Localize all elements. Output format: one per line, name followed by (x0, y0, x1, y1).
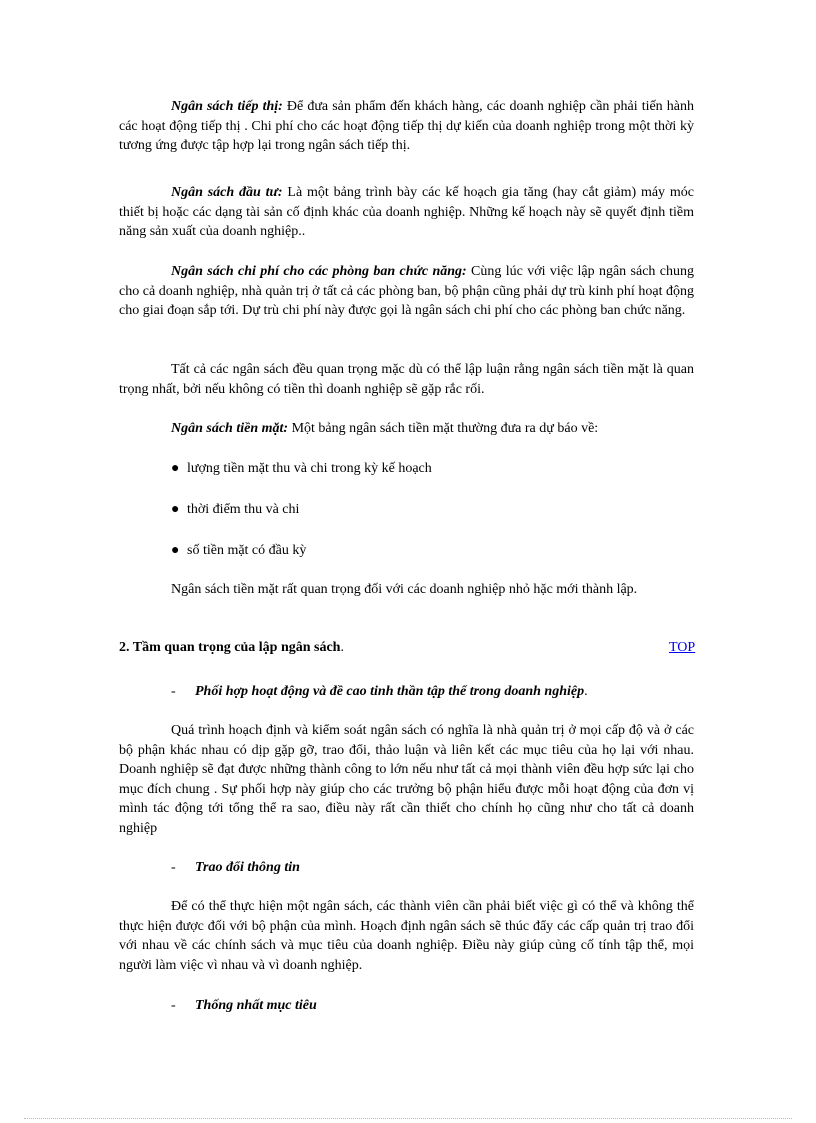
bullet-item (171, 500, 691, 520)
paragraph-coordination: Quá trình hoạch định và kiểm soát ngân sách có nghĩa là nhà quản trị ở mọi cấp độ và ở các bộ phận khác nhau có dịp gặp gỡ, trao đổi, thảo luận và liên kết các mục tiêu của họ lại với nhau. Doanh nghiệp sẽ đạt được những thành công to lớn nếu như tất cả mọi thành viên đều hợp sức lại cho mục đích chung . Sự phối hợp này giúp cho các trưởng bộ phận hiểu được mỗi hoạt động của đơn vị mình tác động tới tổng thể ra sao, điều này rất cần thiết cho chính họ cũng như cho tất cả doanh nghiệp (119, 723, 694, 836)
term-marketing-budget: Ngân sách tiếp thị: (171, 99, 283, 114)
dash-marker: - (171, 860, 176, 875)
bullet-icon: ● (171, 461, 180, 476)
term-cash-budget: Ngân sách tiền mặt: (171, 421, 289, 436)
bullet-text: số tiền mặt có đầu kỳ (187, 543, 307, 558)
paragraph-investment-budget (119, 183, 694, 242)
paragraph-marketing-budget (119, 97, 694, 156)
subheading-text: Phối hợp hoạt động và đề cao tinh thần tập thể trong doanh nghiệp (195, 684, 585, 699)
section-heading (119, 638, 344, 658)
paragraph-all-budgets: Tất cả các ngân sách đều quan trọng mặc dù có thể lập luận rằng ngân sách tiền mặt là quan trọng nhất, bởi nếu không có tiền thì doanh nghiệp sẽ gặp rắc rối. (119, 362, 694, 397)
subheading-text: Trao đổi thông tin (195, 860, 300, 875)
bullet-item (171, 459, 691, 479)
paragraph-communication: Để có thể thực hiện một ngân sách, các thành viên cần phải biết việc gì có thể và không thể thực hiện được đối với bộ phận của mình. Hoạch định ngân sách sẽ thúc đẩy các cấp quản trị trao đổi với nhau về các chính sách và mục tiêu của doanh nghiệp. Điều này giúp củng cố tính tập thể, mọi người làm việc vì nhau và vì doanh nghiệp. (119, 899, 694, 973)
section-heading-text: 2. Tầm quan trọng của lập ngân sách (119, 640, 341, 655)
term-department-budget: Ngân sách chi phí cho các phòng ban chức năng: (171, 264, 467, 279)
bullet-text: lượng tiền mặt thu và chi trong kỳ kế hoạch (187, 461, 432, 476)
paragraph-department-budget (119, 262, 694, 321)
subheading-text: Thống nhất mục tiêu (195, 998, 317, 1013)
bullet-icon: ● (171, 502, 180, 517)
page-bottom-rule (24, 1118, 792, 1119)
subheading-coordination (171, 682, 588, 702)
paragraph-text: Để đưa sản phẩm đến khách hàng, các doanh nghiệp cần phải tiến hành các hoạt động tiếp thị . Chi phí cho các hoạt động tiếp thị dự kiến của doanh nghiệp trong một thời kỳ tương ứng được tập hợp lại trong ngân sách tiếp thị. (119, 99, 694, 153)
bullet-text: thời điểm thu và chi (187, 502, 300, 517)
paragraph-text: Một bảng ngân sách tiền mặt thường đưa ra dự báo về: (288, 421, 599, 436)
subheading-suffix: . (584, 684, 588, 699)
paragraph-text: Là một bảng trình bày các kế hoạch gia tăng (hay cắt giảm) máy móc thiết bị hoặc các dạng tài sản cố định khác của doanh nghiệp. Những kế hoạch này sẽ quyết định tiềm năng sản xuất của doanh nghiệp.. (119, 185, 694, 239)
paragraph-cash-importance: Ngân sách tiền mặt rất quan trọng đối với các doanh nghiệp nhỏ hặc mới thành lập. (171, 582, 638, 597)
section-heading-suffix: . (340, 640, 344, 655)
bullet-icon: ● (171, 543, 180, 558)
paragraph-text: Cùng lúc với việc lập ngân sách chung cho cả doanh nghiệp, nhà quản trị ở tất cả các phòng ban, bộ phận cũng phải dự trù kinh phí hoạt động cho giai đoạn sắp tới. Dự trù chi phí này được gọi là ngân sách chi phí cho các phòng ban chức năng. (119, 264, 694, 318)
term-investment-budget: Ngân sách đầu tư: (171, 185, 283, 200)
subheading-unified-goals (171, 996, 317, 1016)
dash-marker: - (171, 684, 176, 699)
top-link[interactable]: TOP (669, 640, 696, 655)
paragraph-cash-budget (119, 419, 694, 439)
subheading-communication (171, 858, 300, 878)
dash-marker: - (171, 998, 176, 1013)
bullet-item (171, 541, 691, 561)
